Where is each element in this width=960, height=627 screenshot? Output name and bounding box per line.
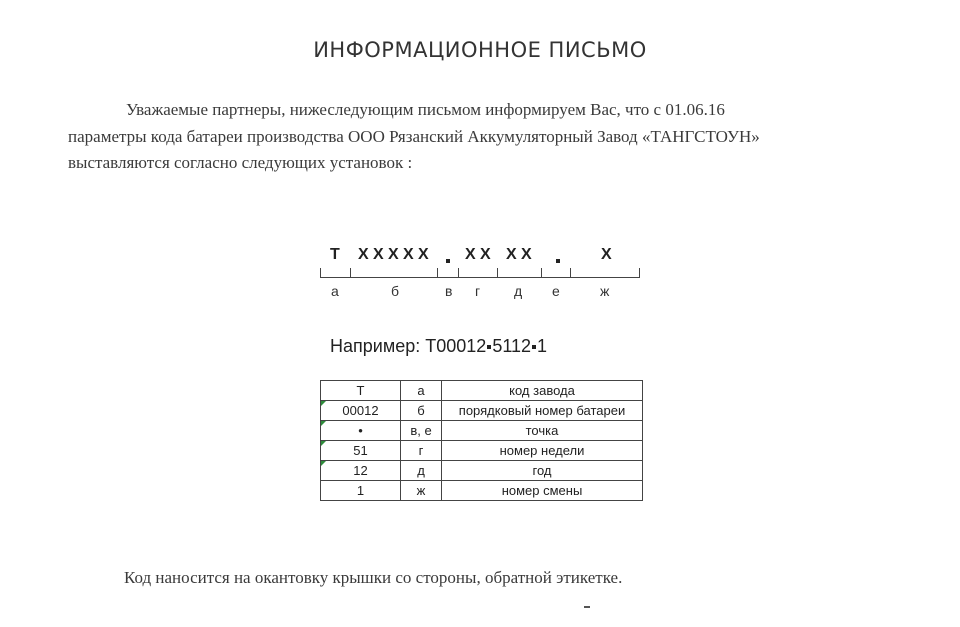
- table-row: [321, 461, 643, 481]
- code-char: Х: [418, 246, 429, 263]
- cell-marker: [321, 401, 326, 406]
- cell-marker: [321, 461, 326, 466]
- cell-letter: ж: [401, 481, 442, 501]
- cell-meaning: год: [442, 461, 643, 481]
- code-dot: [446, 259, 450, 263]
- footer-note: Код наносится на окантовку крышки со стороны, обратной этикетке.: [124, 568, 623, 587]
- cell-letter: а: [401, 381, 442, 401]
- bracket-tick: [639, 268, 640, 278]
- code-legend-table: [320, 380, 643, 501]
- cell-letter: г: [401, 441, 442, 461]
- code-char: Х: [465, 246, 476, 263]
- code-char: Т: [330, 246, 340, 263]
- cell-meaning: код завода: [442, 381, 643, 401]
- segment-label: а: [331, 283, 339, 299]
- table-row: [321, 441, 643, 461]
- intro-line-3: выставляются согласно следующих установок :: [68, 153, 413, 172]
- example-part-3: 1: [537, 336, 548, 356]
- scan-mark: [584, 606, 590, 608]
- cell-marker: [321, 441, 326, 446]
- cell-value: 00012: [342, 403, 379, 418]
- bracket-tick: [541, 268, 542, 278]
- intro-line-1: Уважаемые партнеры, нижеследующим письмом информируем Вас, что с 01.06.16: [126, 100, 725, 119]
- bracket-tick: [437, 268, 438, 278]
- cell-marker: [321, 421, 326, 426]
- bracket-line: [320, 277, 640, 278]
- bracket-tick: [570, 268, 571, 278]
- segment-label: д: [514, 283, 523, 299]
- cell-value-wrap: [321, 421, 401, 441]
- cell-value-wrap: [321, 401, 401, 421]
- cell-meaning: точка: [442, 421, 643, 441]
- cell-meaning: порядковый номер батареи: [442, 401, 643, 421]
- bracket-tick: [497, 268, 498, 278]
- letter-title: ИНФОРМАЦИОННОЕ ПИСЬМО: [313, 38, 647, 62]
- cell-value: •: [358, 423, 363, 438]
- cell-value: 12: [353, 463, 368, 478]
- cell-value: 1: [321, 481, 401, 501]
- code-char: Х: [506, 246, 517, 263]
- cell-value-wrap: [321, 461, 401, 481]
- table-row: [321, 401, 643, 421]
- code-char: Х: [403, 246, 414, 263]
- segment-label: в: [445, 283, 453, 299]
- cell-letter: в, е: [401, 421, 442, 441]
- segment-label: г: [475, 283, 481, 299]
- code-char: Х: [521, 246, 532, 263]
- cell-meaning: номер недели: [442, 441, 643, 461]
- example-label: Например:: [330, 336, 421, 356]
- bracket-tick: [320, 268, 321, 278]
- segment-label: б: [391, 283, 400, 299]
- code-char: Х: [388, 246, 399, 263]
- example-part-2: 5112: [492, 336, 532, 356]
- code-char: Х: [358, 246, 369, 263]
- cell-value: 51: [353, 443, 368, 458]
- example-code: [330, 336, 547, 357]
- table-row: [321, 421, 643, 441]
- code-dot: [556, 259, 560, 263]
- example-dot: [532, 345, 536, 349]
- segment-label: е: [552, 283, 560, 299]
- code-char: Х: [480, 246, 491, 263]
- bracket-tick: [458, 268, 459, 278]
- example-part-1: Т00012: [425, 336, 487, 356]
- example-dot: [487, 345, 491, 349]
- bracket-tick: [350, 268, 351, 278]
- code-char: Х: [373, 246, 384, 263]
- cell-value: Т: [321, 381, 401, 401]
- cell-letter: б: [401, 401, 442, 421]
- table-row: [321, 381, 643, 401]
- code-char: Х: [601, 246, 612, 263]
- intro-line-2: параметры кода батареи производства ООО Рязанский Аккумуляторный Завод «ТАНГСТОУН»: [68, 127, 760, 146]
- table-row: [321, 481, 643, 501]
- cell-meaning: номер смены: [442, 481, 643, 501]
- cell-letter: д: [401, 461, 442, 481]
- cell-value-wrap: [321, 441, 401, 461]
- segment-label: ж: [600, 283, 610, 299]
